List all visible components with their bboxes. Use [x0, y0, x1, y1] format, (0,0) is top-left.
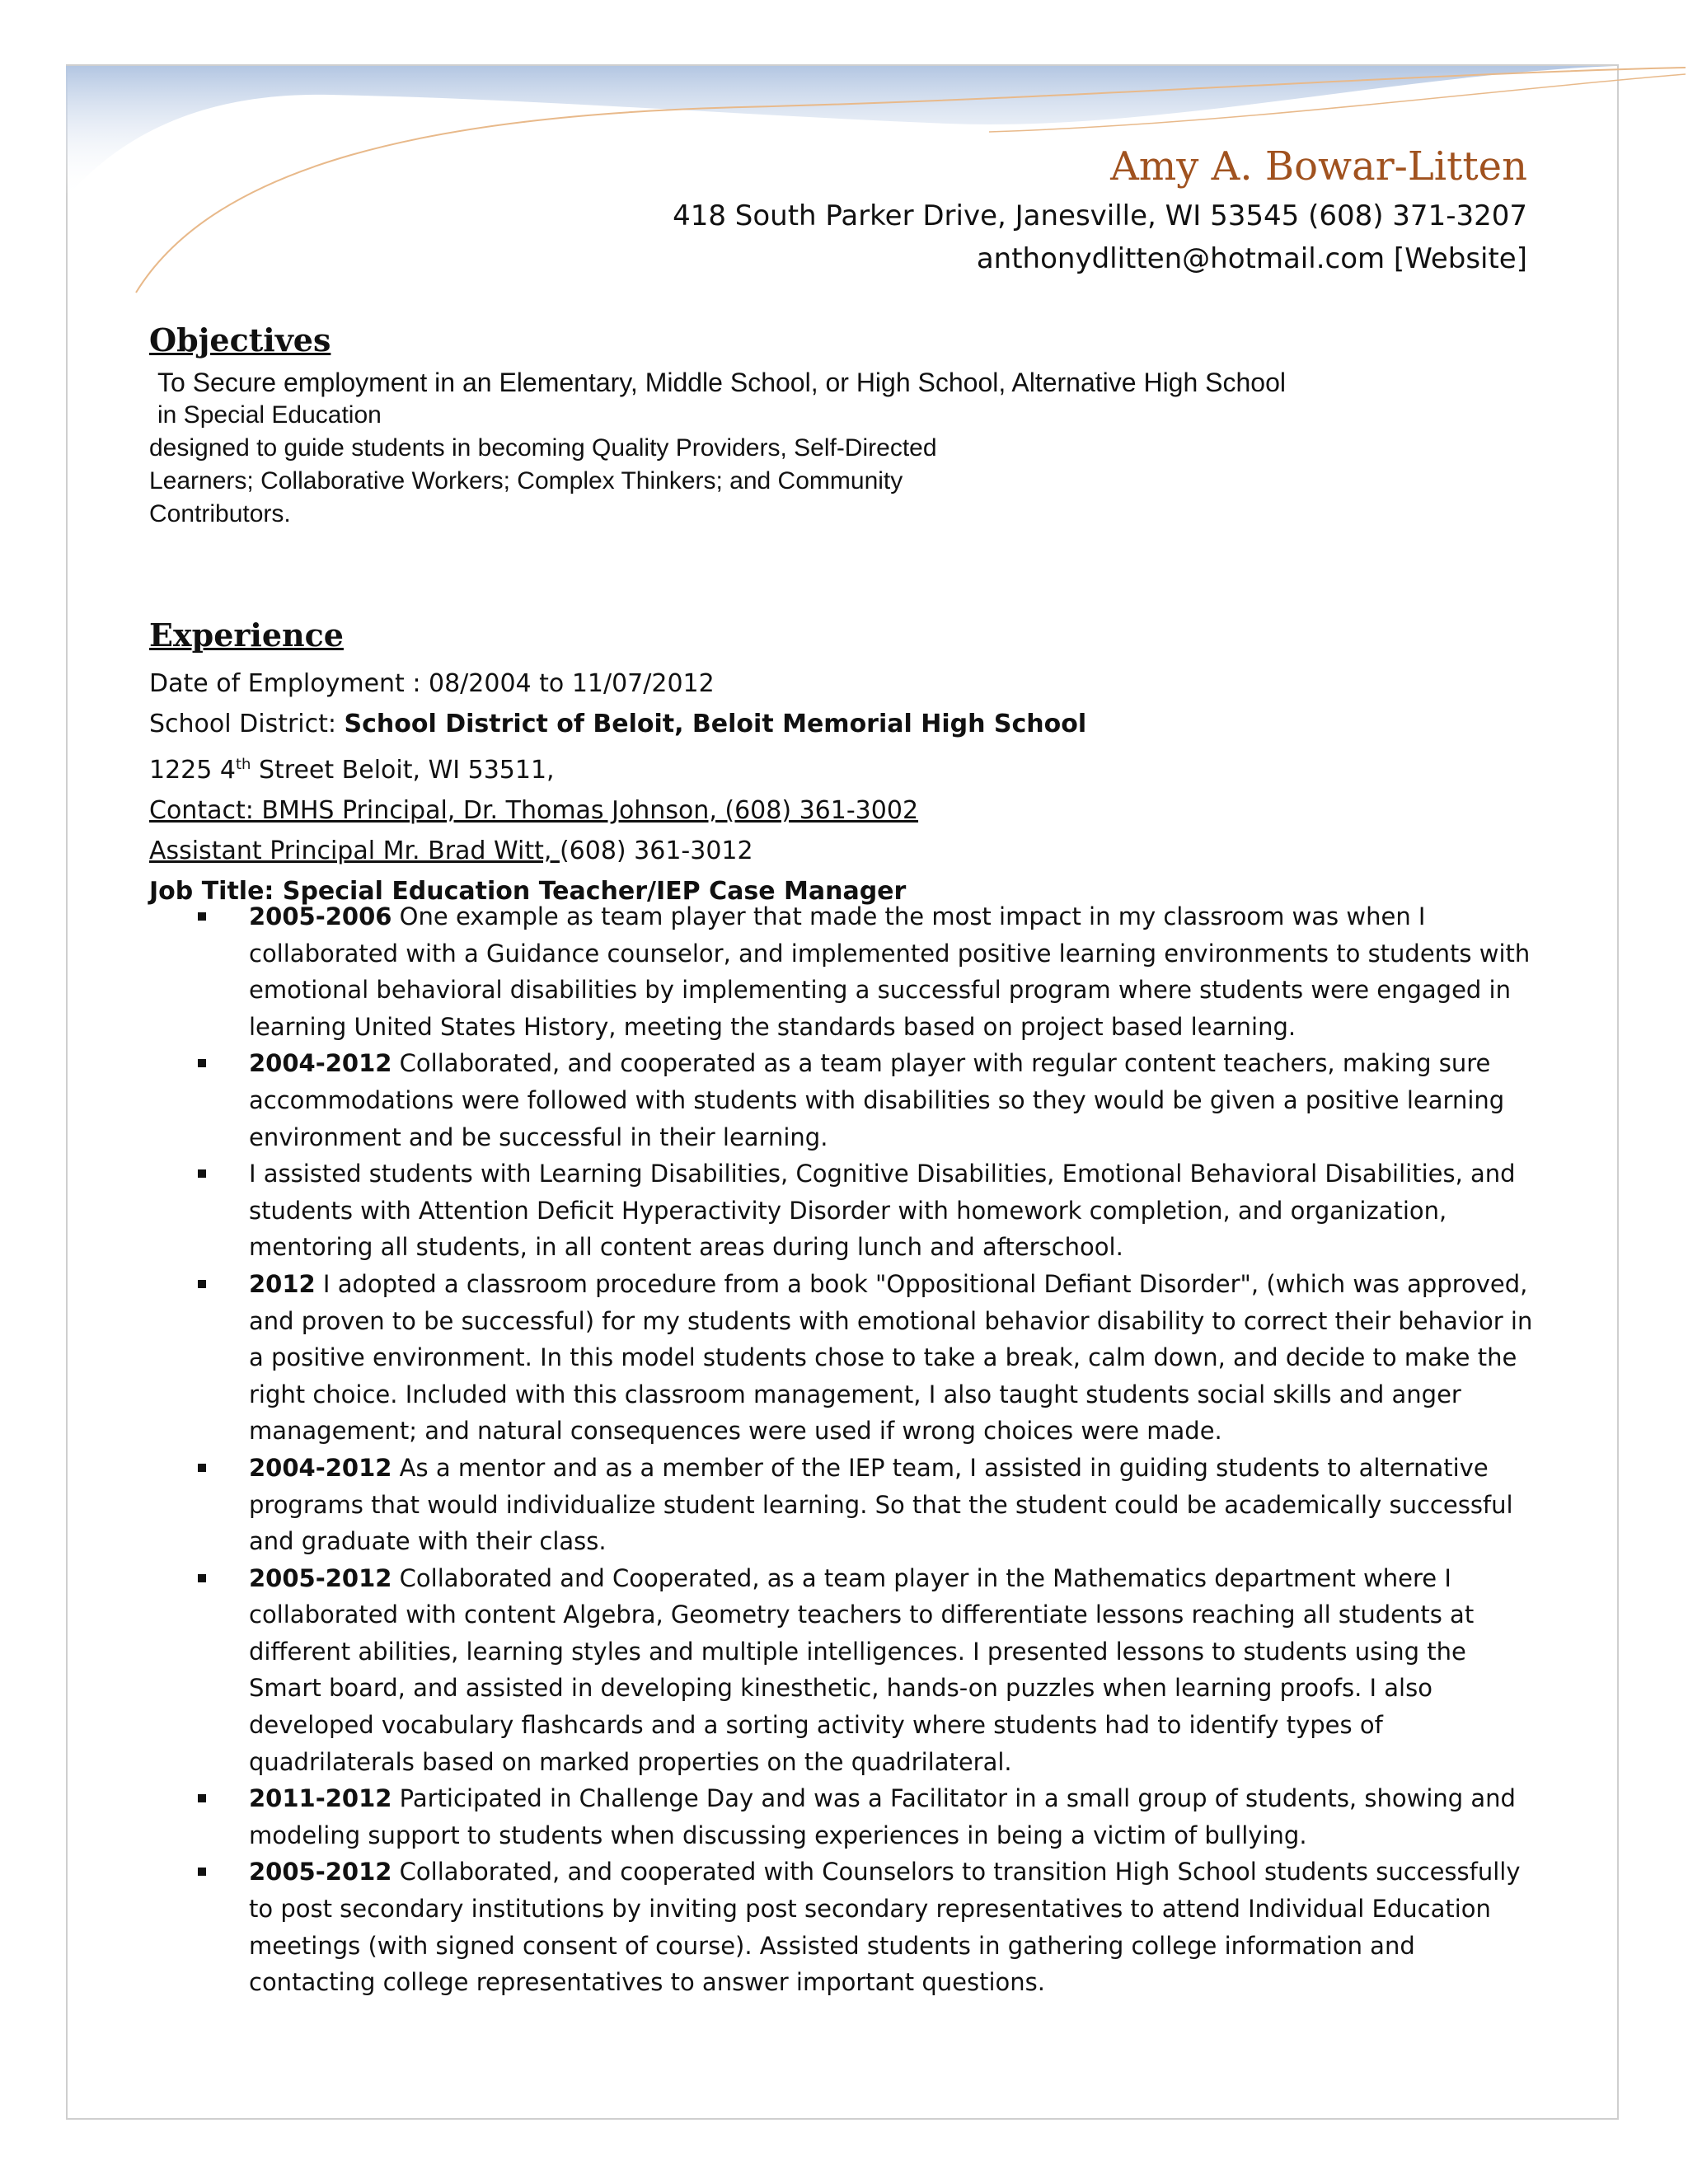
email-line: anthonydlitten@hotmail.com [Website]: [976, 242, 1527, 275]
objective-line-1: To Secure employment in an Elementary, Middle School, or High School, Alternative High School: [157, 368, 1286, 397]
bullet-text: Collaborated, and cooperated as a team player with regular content teachers, making sure accommodations were followed with students with disabilities so they would be given a positive learning environment and be successful in their learning.: [249, 1049, 1505, 1151]
experience-heading: Experience: [149, 616, 344, 654]
school-district: [149, 704, 1550, 744]
employment-date: Date of Employment : 08/2004 to 11/07/2012: [149, 669, 715, 698]
job-title-text: Job Title: Special Education Teacher/IEP Case Manager: [149, 877, 907, 906]
bullet-year: 2004-2012: [249, 1453, 392, 1482]
bullet-text: I assisted students with Learning Disabilities, Cognitive Disabilities, Emotional Behavioral Disabilities, and students with Attention Deficit Hyperactivity Disorder with homework completion, and organization, mentoring all students, in all content areas during lunch and afterschool.: [249, 1160, 1516, 1262]
district-label: School District:: [149, 710, 345, 738]
district-value: School District of Beloit, Beloit Memorial High School: [344, 710, 1087, 738]
contact-assistant: [149, 831, 1550, 871]
bullet-year: 2011-2012: [249, 1784, 392, 1813]
address-line: 418 South Parker Drive, Janesville, WI 53545 (608) 371-3207: [673, 199, 1527, 232]
bullet-text: As a mentor and as a member of the IEP team, I assisted in guiding students to alternative programs that would individualize student learning. So that the student could be academically successful and graduate with their class.: [249, 1453, 1513, 1556]
assistant-name: Assistant Principal Mr. Brad Witt,: [149, 837, 560, 865]
experience-bullets: [198, 898, 1533, 2001]
objectives-section: [149, 366, 1386, 531]
objective-line-5: Contributors.: [149, 500, 291, 527]
objective-line-3: designed to guide students in becoming Quality Providers, Self-Directed: [149, 434, 937, 462]
bullet-text: Collaborated and Cooperated, as a team player in the Mathematics department where I collaborated with content Algebra, Geometry teachers to differentiate lessons reaching all students at different abilities, learning styles and multiple intelligences. I presented lessons to students using the Smart board, and assisted in developing kinesthetic, hands-on puzzles when learning proofs. I also developed vocabulary flashcards and a sorting activity where students had to identify types of quadrilaterals based on marked properties on the quadrilateral.: [249, 1563, 1475, 1776]
objective-line-2: in Special Education: [157, 401, 382, 429]
bullet-text: Collaborated, and cooperated with Counselors to transition High School students successfully to post secondary institutions by inviting post secondary representatives to attend Individual Education meetings (with signed consent of course). Assisted students in gathering college information and contacting college representatives to answer important questions.: [249, 1858, 1521, 1997]
contact-header: [673, 138, 1527, 280]
bullet-text: I adopted a classroom procedure from a book "Oppositional Defiant Disorder", (which was approved, and proven to be successful) for my students with emotional behavior disability to correct their behavior in a positive environment. In this model students chose to take a break, calm down, and decide to make the right choice. Included with this classroom management, I also taught students social skills and anger management; and natural consequences were used if wrong choices were made.: [249, 1269, 1533, 1446]
objective-line-4: Learners; Collaborative Workers; Complex Thinkers; and Community: [149, 467, 903, 494]
bullet-year: 2005-2006: [249, 902, 392, 930]
list-item: [198, 1854, 1533, 2000]
bullet-text: One example as team player that made the most impact in my classroom was when I collaborated with a Guidance counselor, and implemented positive learning environments to students with emotional behavioral disabilities by implementing a successful program where students were engaged in learning United States History, meeting the standards based on project based learning.: [249, 902, 1531, 1041]
candidate-name: Amy A. Bowar-Litten: [1110, 143, 1527, 190]
list-item: [198, 1450, 1533, 1560]
list-item: [198, 898, 1533, 1045]
list-item: [198, 1155, 1533, 1266]
assistant-phone: (608) 361-3012: [559, 837, 753, 865]
list-item: [198, 1045, 1533, 1155]
bullet-year: 2005-2012: [249, 1858, 392, 1886]
street-number: 1225 4: [149, 756, 236, 785]
bullet-year: 2012: [249, 1269, 316, 1298]
list-item: [198, 1560, 1533, 1781]
contact-principal: Contact: BMHS Principal, Dr. Thomas Johnson, (608) 361-3002: [149, 796, 919, 825]
street-address: [149, 744, 1550, 790]
bullet-year: 2004-2012: [249, 1049, 392, 1078]
list-item: [198, 1780, 1533, 1854]
street-rest: Street Beloit, WI 53511,: [251, 756, 555, 785]
experience-section: [149, 663, 1550, 912]
list-item: [198, 1266, 1533, 1450]
bullet-year: 2005-2012: [249, 1563, 392, 1592]
objectives-heading: Objectives: [149, 321, 331, 359]
street-suffix: th: [235, 756, 251, 773]
bullet-text: Participated in Challenge Day and was a Facilitator in a small group of students, showing and modeling support to students when discussing experiences in being a victim of bullying.: [249, 1784, 1516, 1849]
